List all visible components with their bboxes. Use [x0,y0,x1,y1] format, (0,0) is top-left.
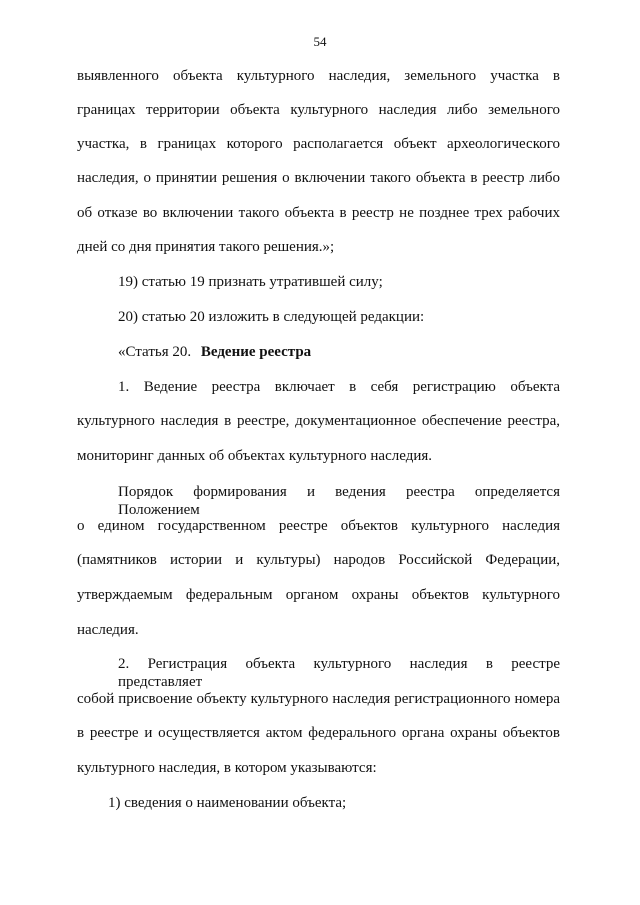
text-line: наследия. [77,622,139,638]
text-line: в реестре и осуществляется актом федерального органа охраны объектов [77,725,560,741]
text-line: собой присвоение объекту культурного наследия регистрационного номера [77,691,560,707]
text-line: (памятников истории и культуры) народов Российской Федерации, [77,552,560,568]
list-item: 20) статью 20 изложить в следующей редакции: [118,309,425,325]
article-title: Ведение реестра [200,344,312,360]
text-line: участка, в границах которого располагается объект археологического [77,136,560,152]
text-line: культурного наследия в реестре, документационное обеспечение реестра, [77,413,560,429]
page-number: 54 [313,34,327,49]
text-line: Порядок формирования и ведения реестра определяется Положением [118,484,560,518]
text-line: границах территории объекта культурного наследия либо земельного [77,102,560,118]
text-line: утверждаемым федеральным органом охраны объектов культурного [77,587,560,603]
text-line: 2. Регистрация объекта культурного наследия в реестре представляет [118,656,560,690]
text-line: мониторинг данных об объектах культурного наследия. [77,448,433,464]
text-line: наследия, о принятии решения о включении такого объекта в реестр либо [77,170,560,186]
list-item: 1) сведения о наименовании объекта; [108,795,347,811]
text-line: выявленного объекта культурного наследия, земельного участка в [77,68,560,84]
article-heading [118,343,311,361]
text-line: 1. Ведение реестра включает в себя регистрацию объекта [118,379,560,395]
article-number: «Статья 20. [118,344,192,360]
text-line: культурного наследия, в котором указываются: [77,760,377,776]
text-line: о едином государственном реестре объектов культурного наследия [77,518,560,534]
list-item: 19) статью 19 признать утратившей силу; [118,274,383,290]
text-line: об отказе во включении такого объекта в реестр не позднее трех рабочих [77,205,560,221]
text-line: дней со дня принятия такого решения.»; [77,239,335,255]
